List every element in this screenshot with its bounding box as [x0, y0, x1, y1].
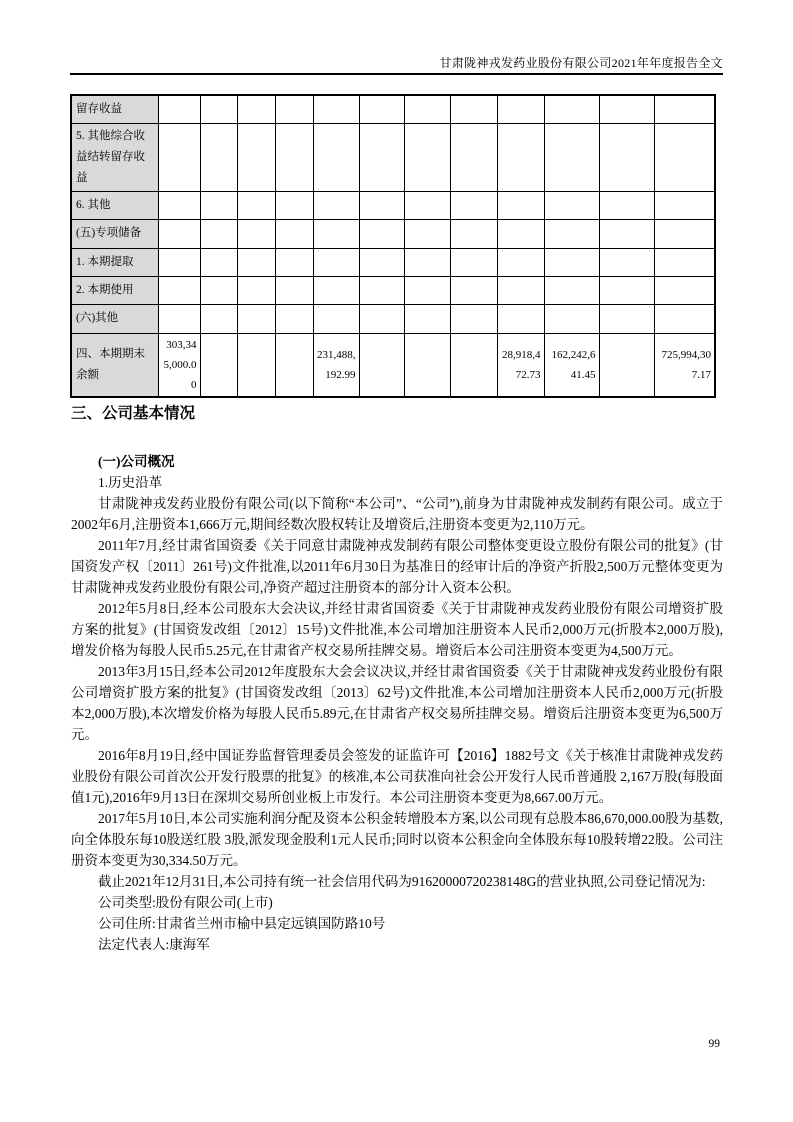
value-cell	[599, 123, 654, 191]
value-cell	[450, 191, 497, 219]
value-cell	[359, 276, 404, 304]
value-cell	[599, 276, 654, 304]
value-cell	[450, 95, 497, 123]
table-row	[71, 123, 715, 191]
equity-table-body	[71, 95, 715, 397]
value-cell: 231,488,192.99	[313, 333, 359, 397]
paragraph: 截止2021年12月31日,本公司持有统一社会信用代码为91620000720238148G的营业执照,公司登记情况为:	[98, 874, 706, 889]
paragraph: 2013年3月15日,经本公司2012年度股东大会会议决议,并经甘肃省国资委《关于甘肃陇神戎发药业股份有限公司增资扩股方案的批复》(甘国资发改组〔2013〕62号)文件批准,本公司增加注册资本人民币2,000万元(折股本2,000万股),本次增发价格为每股人民币5.89元,在甘肃省产权交易所挂牌交易。增资后注册资本变更为6,500万元。	[71, 664, 723, 742]
value-cell	[313, 248, 359, 276]
history-subheading: 1.历史沿革	[98, 475, 163, 490]
value-cell	[313, 304, 359, 333]
value-cell	[275, 248, 313, 276]
value-cell	[404, 191, 450, 219]
table-row	[71, 304, 715, 333]
value-cell	[200, 248, 237, 276]
value-cell	[497, 219, 544, 248]
value-cell	[359, 191, 404, 219]
value-cell: 303,345,000.00	[158, 333, 200, 397]
company-info-line: 公司类型:股份有限公司(上市)	[98, 895, 273, 910]
row-label-cell: 2. 本期使用	[71, 276, 158, 304]
table-row	[71, 333, 715, 397]
table-row	[71, 191, 715, 219]
value-cell	[313, 219, 359, 248]
value-cell	[450, 248, 497, 276]
value-cell	[275, 276, 313, 304]
value-cell	[654, 219, 715, 248]
value-cell: 162,242,641.45	[544, 333, 599, 397]
section-heading: 三、公司基本情况	[71, 405, 196, 422]
value-cell	[544, 191, 599, 219]
value-cell	[359, 219, 404, 248]
value-cell	[313, 276, 359, 304]
value-cell	[359, 333, 404, 397]
value-cell: 725,994,307.17	[654, 333, 715, 397]
value-cell	[654, 276, 715, 304]
value-cell	[359, 304, 404, 333]
value-cell	[450, 304, 497, 333]
value-cell	[237, 191, 275, 219]
row-label-cell: 1. 本期提取	[71, 248, 158, 276]
value-cell	[450, 219, 497, 248]
paragraph: 2016年8月19日,经中国证券监督管理委员会签发的证监许可【2016】1882号文《关于核准甘肃陇神戎发药业股份有限公司首次公开发行股票的批复》的核准,本公司获准向社会公开发行人民币普通股 2,167万股(每股面值1元),2016年9月13日在深圳交易所创业板上市发行。本公司注册资本变更为8,667.00万元。	[71, 748, 723, 805]
row-label-cell: (五)专项储备	[71, 219, 158, 248]
value-cell	[497, 276, 544, 304]
value-cell	[450, 333, 497, 397]
value-cell	[158, 276, 200, 304]
value-cell	[404, 219, 450, 248]
row-label-cell: 留存收益	[71, 95, 158, 123]
value-cell	[313, 123, 359, 191]
value-cell: 28,918,472.73	[497, 333, 544, 397]
value-cell	[599, 304, 654, 333]
value-cell	[544, 304, 599, 333]
value-cell	[200, 123, 237, 191]
value-cell	[404, 123, 450, 191]
value-cell	[450, 123, 497, 191]
value-cell	[275, 191, 313, 219]
report-header-title: 甘肃陇神戎发药业股份有限公司2021年年度报告全文	[439, 56, 723, 70]
value-cell	[359, 95, 404, 123]
value-cell	[497, 248, 544, 276]
paragraph: 甘肃陇神戎发药业股份有限公司(以下简称“本公司”、“公司”),前身为甘肃陇神戎发制药有限公司。成立于2002年6月,注册资本1,666万元,期间经数次股权转让及增资后,注册资本变更为2,110万元。	[71, 496, 723, 532]
value-cell	[450, 276, 497, 304]
value-cell	[497, 304, 544, 333]
value-cell	[599, 333, 654, 397]
page-number: 99	[708, 1038, 720, 1050]
row-label-cell: (六)其他	[71, 304, 158, 333]
value-cell	[200, 333, 237, 397]
value-cell	[497, 123, 544, 191]
value-cell	[275, 219, 313, 248]
value-cell	[359, 248, 404, 276]
value-cell	[404, 304, 450, 333]
value-cell	[275, 333, 313, 397]
value-cell	[544, 248, 599, 276]
value-cell	[404, 248, 450, 276]
value-cell	[404, 333, 450, 397]
paragraph: 2012年5月8日,经本公司股东大会决议,并经甘肃省国资委《关于甘肃陇神戎发药业股份有限公司增资扩股方案的批复》(甘国资发改组〔2012〕15号)文件批准,本公司增加注册资本人民币2,000万元(折股本2,000万股),增发价格为每股人民币5.25元,在甘肃省产权交易所挂牌交易。增资后本公司注册资本变更为4,500万元。	[71, 601, 723, 658]
value-cell	[313, 95, 359, 123]
value-cell	[158, 95, 200, 123]
value-cell	[158, 219, 200, 248]
value-cell	[200, 219, 237, 248]
table-row	[71, 248, 715, 276]
value-cell	[544, 219, 599, 248]
value-cell	[158, 123, 200, 191]
value-cell	[237, 333, 275, 397]
paragraphs-container	[71, 493, 723, 892]
value-cell	[200, 276, 237, 304]
value-cell	[497, 95, 544, 123]
section-content	[71, 404, 723, 955]
value-cell	[275, 123, 313, 191]
company-info-container	[71, 892, 723, 955]
value-cell	[200, 191, 237, 219]
value-cell	[313, 191, 359, 219]
value-cell	[275, 304, 313, 333]
value-cell	[654, 248, 715, 276]
value-cell	[275, 95, 313, 123]
value-cell	[237, 248, 275, 276]
value-cell	[404, 95, 450, 123]
value-cell	[599, 191, 654, 219]
value-cell	[237, 123, 275, 191]
value-cell	[497, 191, 544, 219]
equity-table-container	[70, 94, 716, 398]
value-cell	[237, 304, 275, 333]
value-cell	[599, 219, 654, 248]
table-row	[71, 276, 715, 304]
company-info-line: 法定代表人:康海军	[98, 937, 210, 952]
value-cell	[544, 95, 599, 123]
row-label-cell: 四、本期期末余额	[71, 333, 158, 397]
value-cell	[237, 219, 275, 248]
value-cell	[599, 248, 654, 276]
value-cell	[200, 95, 237, 123]
table-row	[71, 95, 715, 123]
value-cell	[158, 191, 200, 219]
value-cell	[654, 95, 715, 123]
value-cell	[544, 276, 599, 304]
value-cell	[158, 248, 200, 276]
row-label-cell: 5. 其他综合收益结转留存收益	[71, 123, 158, 191]
value-cell	[654, 304, 715, 333]
value-cell	[158, 304, 200, 333]
value-cell	[654, 191, 715, 219]
paragraph: 2017年5月10日,本公司实施利润分配及资本公积金转增股本方案,以公司现有总股本86,670,000.00股为基数,向全体股东每10股送红股 3股,派发现金股利1元人民币;同时以资本公积金向全体股东每10股转增22股。公司注册资本变更为30,334.50万元。	[71, 811, 723, 868]
row-label-cell: 6. 其他	[71, 191, 158, 219]
subsection-heading: (一)公司概况	[98, 454, 175, 469]
equity-change-table	[70, 94, 716, 398]
value-cell	[599, 95, 654, 123]
value-cell	[359, 123, 404, 191]
company-info-line: 公司住所:甘肃省兰州市榆中县定远镇国防路10号	[98, 916, 386, 931]
value-cell	[544, 123, 599, 191]
value-cell	[237, 95, 275, 123]
value-cell	[404, 276, 450, 304]
table-row	[71, 219, 715, 248]
paragraph: 2011年7月,经甘肃省国资委《关于同意甘肃陇神戎发制药有限公司整体变更设立股份有限公司的批复》(甘国资发产权〔2011〕261号)文件批准,以2011年6月30日为基准日的经审计后的净资产折股2,500万元整体变更为甘肃陇神戎发药业股份有限公司,净资产超过注册资本的部分计入资本公积。	[71, 538, 723, 595]
value-cell	[200, 304, 237, 333]
header-rule	[70, 73, 723, 75]
value-cell	[237, 276, 275, 304]
value-cell	[654, 123, 715, 191]
